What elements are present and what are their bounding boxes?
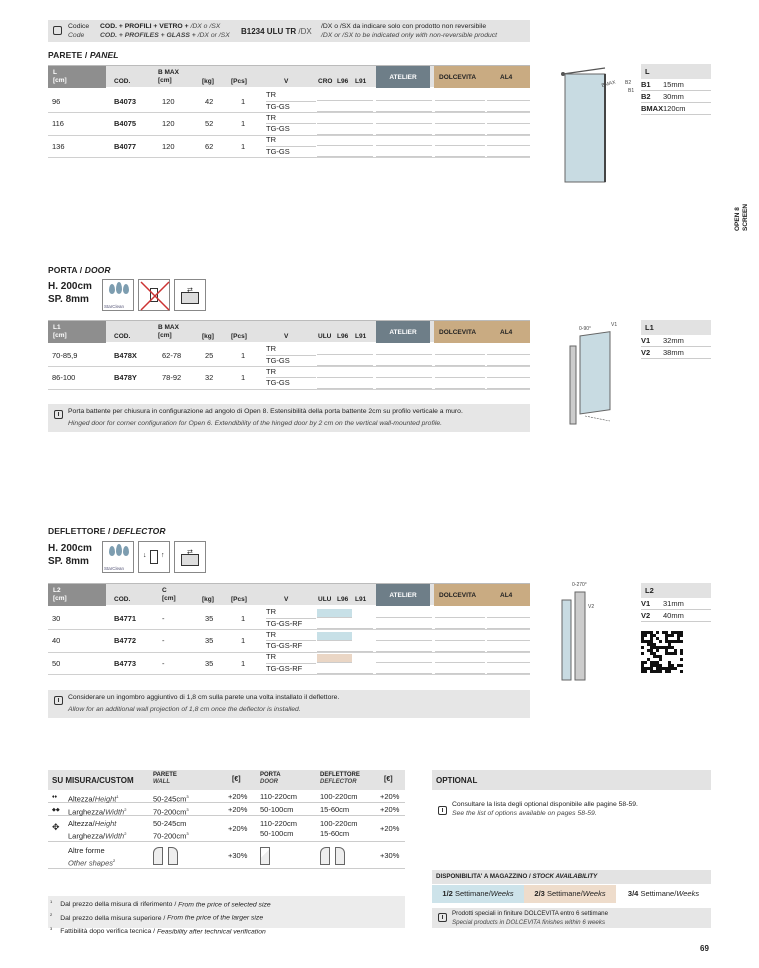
finish-cell <box>376 380 432 389</box>
sliding-icon: ⇄ <box>174 279 206 311</box>
finish-cell <box>435 620 485 629</box>
no-reversible-icon <box>138 279 170 311</box>
finish-cell <box>317 115 373 124</box>
finish-cell <box>487 92 530 101</box>
deflector-note: Considerare un ingombro aggiuntivo di 1,8 cm sulla parete una volta installato il deflettore. Allow for an additional wall projection of 1,8 cm once the deflector is installed. <box>48 690 530 718</box>
info-icon <box>53 26 62 35</box>
glass-options: TR TG-GS <box>266 344 316 367</box>
door-height: H. 200cm <box>48 281 92 292</box>
svg-text:BMAX: BMAX <box>600 79 617 89</box>
svg-text:B2: B2 <box>625 80 632 86</box>
finish-cell <box>376 643 432 652</box>
finish-cell <box>435 643 485 652</box>
finish-cell <box>435 632 485 641</box>
deflector-diagram <box>548 578 638 688</box>
finish-cell <box>376 357 432 366</box>
deflector-side-table: L2 V1 31mm V2 40mm <box>641 583 711 622</box>
footnote: $^1$ Dal prezzo della misura di riferimento / From the price of selected size <box>50 899 271 909</box>
side-label <box>734 195 758 231</box>
reversible-icon: ↓ ↑ <box>138 541 170 573</box>
orientation-note-it: /DX o /SX da indicare solo con prodotto non reversibile <box>321 23 487 30</box>
svg-text:V2: V2 <box>588 604 595 610</box>
finish-cell <box>487 632 530 641</box>
code-example: B1234 ULU TR <box>241 27 297 36</box>
stock-header: DISPONIBILITA' A MAGAZZINO / STOCK AVAILABILITY <box>432 870 711 884</box>
finish-cell <box>317 126 373 135</box>
glass-options: TR TG-GS <box>266 113 316 136</box>
finish-cell <box>376 115 432 124</box>
glass-options: TR TG-GS-RF <box>266 630 316 653</box>
info-icon <box>438 913 447 922</box>
finish-cell <box>435 609 485 618</box>
deflector-height: H. 200cm <box>48 543 92 554</box>
info-icon <box>54 696 63 705</box>
table-row: 70-85,9 B478X 62-78 25 1 <box>48 344 530 367</box>
table-row: 96 B4073 120 42 1 <box>48 90 530 113</box>
finish-cell <box>376 346 432 355</box>
stock-option-3: 3/4 Settimane/Weeks <box>616 885 711 903</box>
stock-option-1: 1/2 Settimane/Weeks <box>432 885 524 903</box>
deflector-table-header: L2 [cm] COD. C [cm] [kg] [Pcs] V ULU L96 L91 ATELIER DOLCEVITA AL4 <box>48 583 530 605</box>
table-row: 50 B4773 - 35 1 <box>48 652 530 675</box>
panel-title: PARETE / PANEL <box>48 50 119 60</box>
finish-cell <box>435 346 485 355</box>
svg-text:B1: B1 <box>628 88 635 94</box>
finish-cell <box>487 126 530 135</box>
table-row: 86-100 B478Y 78-92 32 1 <box>48 367 530 390</box>
finish-cell <box>376 137 432 146</box>
footnotes <box>48 896 405 935</box>
both-arrows-icon: ✥ <box>52 822 60 832</box>
info-icon <box>438 806 447 815</box>
table-row: 40 B4772 - 35 1 <box>48 630 530 653</box>
finish-cell <box>317 137 373 146</box>
finish-cell <box>487 380 530 389</box>
finish-cell <box>376 103 432 112</box>
finish-cell <box>376 92 432 101</box>
shape-icon <box>335 847 345 865</box>
custom-title: SU MISURA/CUSTOM <box>52 776 134 785</box>
side-label-line2: SCREEN <box>742 203 749 231</box>
finish-cell <box>487 654 530 663</box>
door-title: PORTA / DOOR <box>48 265 111 275</box>
finish-cell <box>376 126 432 135</box>
finish-cell <box>317 148 373 157</box>
finish-cell <box>435 357 485 366</box>
table-row: 136 B4077 120 62 1 <box>48 135 530 158</box>
finish-cell <box>317 654 352 663</box>
deflector-angle: 0-270° <box>572 582 587 588</box>
door-diagram <box>565 316 640 431</box>
finish-cell <box>435 126 485 135</box>
optional-header: OPTIONAL <box>432 770 711 790</box>
panel-table-header: L [cm] COD. B MAX [cm] [kg] [Pcs] V CRO L96 L91 ATELIER DOLCEVITA AL4 <box>48 65 530 87</box>
finish-cell <box>435 115 485 124</box>
starclean-icon: StarClean <box>102 541 134 573</box>
finish-cell <box>435 654 485 663</box>
finish-cell <box>435 92 485 101</box>
finish-cell <box>376 632 432 641</box>
footnote: $^2$ Dal prezzo della misura superiore / From the price of the larger size <box>50 912 264 922</box>
glass-options: TR TG-GS <box>266 135 316 158</box>
glass-options: TR TG-GS-RF <box>266 652 316 675</box>
finish-cell <box>376 654 432 663</box>
svg-text:V1: V1 <box>611 322 618 328</box>
shape-icon <box>168 847 178 865</box>
finish-cell <box>435 137 485 146</box>
qr-code-icon <box>641 631 683 673</box>
finish-cell <box>435 380 485 389</box>
finish-cell <box>317 620 373 629</box>
finish-cell <box>317 380 373 389</box>
panel-diagram <box>560 62 640 187</box>
table-row: 116 B4075 120 52 1 <box>48 113 530 136</box>
finish-cell <box>435 148 485 157</box>
codice-label: Codice <box>68 23 90 30</box>
finish-cell <box>317 609 352 618</box>
code-example-sub: /DX <box>296 27 312 36</box>
finish-cell <box>487 346 530 355</box>
finish-cell <box>376 369 432 378</box>
finish-cell <box>317 346 373 355</box>
finish-cell <box>487 137 530 146</box>
optional-note: Consultare la lista degli optional disponibile alle pagine 58-59. See the list of options available on pages 58-59. <box>432 800 711 824</box>
finish-cell <box>317 643 373 652</box>
shape-icon <box>260 847 270 865</box>
deflector-title: DEFLETTORE / DEFLECTOR <box>48 526 166 536</box>
finish-cell <box>317 103 373 112</box>
finish-cell <box>317 92 373 101</box>
side-label-line1: OPEN 8 <box>734 207 741 231</box>
width-arrows-icon: ◆◆ <box>52 806 60 813</box>
finish-cell <box>435 665 485 674</box>
code-format-en: COD. + PROFILES + GLASS + <box>100 31 196 39</box>
page-number: 69 <box>700 944 709 953</box>
finish-cell <box>487 115 530 124</box>
finish-cell <box>487 369 530 378</box>
deflector-thickness: SP. 8mm <box>48 556 89 567</box>
custom-table: SU MISURA/CUSTOM PARETE WALL [€] PORTA DOOR DEFLETTORE DEFLECTOR [€] ♦♦ Altezza/Height$^1$ $50-245cm^3$ +20% 110-220cm 100-220cm +20% ◆◆ Larghezza/Width$^2$ $70-200cm^3$ +20% 50-100cm 15-60cm +20% ✥ Altezza/Height Larghezza/Width$^2$ 50-245cm $70-200cm^3$ +20% 110-220cm 50-100cm 100-220cm 15-60cm +20% Altre forme Other shapes$^2$ +30% +30% <box>48 770 405 870</box>
finish-cell <box>317 632 352 641</box>
finish-cell <box>487 643 530 652</box>
finish-cell <box>376 620 432 629</box>
finish-cell <box>317 357 373 366</box>
finish-cell <box>376 148 432 157</box>
glass-options: TR TG-GS <box>266 367 316 390</box>
finish-cell <box>487 609 530 618</box>
glass-options: TR TG-GS <box>266 90 316 113</box>
door-side-table: L1 V1 32mm V2 38mm <box>641 320 711 359</box>
finish-cell <box>487 103 530 112</box>
stock-option-2: 2/3 Settimane/Weeks <box>524 885 616 903</box>
stock-note: Prodotti speciali in finiture DOLCEVITA entro 6 settimane Special products in DOLCEVITA finishes within 6 weeks <box>432 908 711 928</box>
custom-row: ◆◆ Larghezza/Width$^2$ $70-200cm^3$ +20% 50-100cm 15-60cm +20% <box>48 804 405 816</box>
finish-cell <box>487 357 530 366</box>
door-angle: 0-90° <box>579 326 592 332</box>
panel-side-table: L B1 15mm B2 30mm BMAX 120cm <box>641 64 711 115</box>
code-format-it: COD. + PROFILI + VETRO + <box>100 23 189 30</box>
glass-options: TR TG-GS-RF <box>266 607 316 630</box>
height-arrows-icon: ♦♦ <box>52 794 58 800</box>
finish-cell <box>317 369 373 378</box>
code-legend-bar <box>48 20 530 42</box>
finish-cell <box>376 665 432 674</box>
shape-icon <box>153 847 163 865</box>
code-label: Code <box>68 31 85 39</box>
finish-cell <box>487 665 530 674</box>
finish-cell <box>487 620 530 629</box>
shape-icon <box>320 847 330 865</box>
finish-cell <box>317 665 373 674</box>
door-table-header: L1 [cm] COD. B MAX [cm] [kg] [Pcs] V ULU L96 L91 ATELIER DOLCEVITA AL4 <box>48 320 530 342</box>
code-format-it-sub: /DX o /SX <box>188 23 221 30</box>
starclean-icon: StarClean <box>102 279 134 311</box>
finish-cell <box>435 103 485 112</box>
info-icon <box>54 410 63 419</box>
table-row: 30 B4771 - 35 1 <box>48 607 530 630</box>
custom-row: ♦♦ Altezza/Height$^1$ $50-245cm^3$ +20% 110-220cm 100-220cm +20% <box>48 791 405 803</box>
finish-cell <box>376 609 432 618</box>
door-note: Porta battente per chiusura in configurazione ad angolo di Open 8. Estensibilità della porta battente 2cm su profilo verticale a muro. Hinged door for corner configuration for Open 6. Extendibility of the hinged door by 2 cm on the vertical wall-mounted profile. <box>48 404 530 432</box>
finish-cell <box>487 148 530 157</box>
sliding-icon: ⇄ <box>174 541 206 573</box>
orientation-note-en: /DX or /SX to be indicated only with non-reversible product <box>321 31 498 39</box>
door-thickness: SP. 8mm <box>48 294 89 305</box>
code-format-en-sub: /DX or /SX <box>195 31 230 39</box>
footnote: $^3$ Fattibilità dopo verifica tecnica / Feasibility after technical verification <box>50 925 266 935</box>
finish-cell <box>435 369 485 378</box>
